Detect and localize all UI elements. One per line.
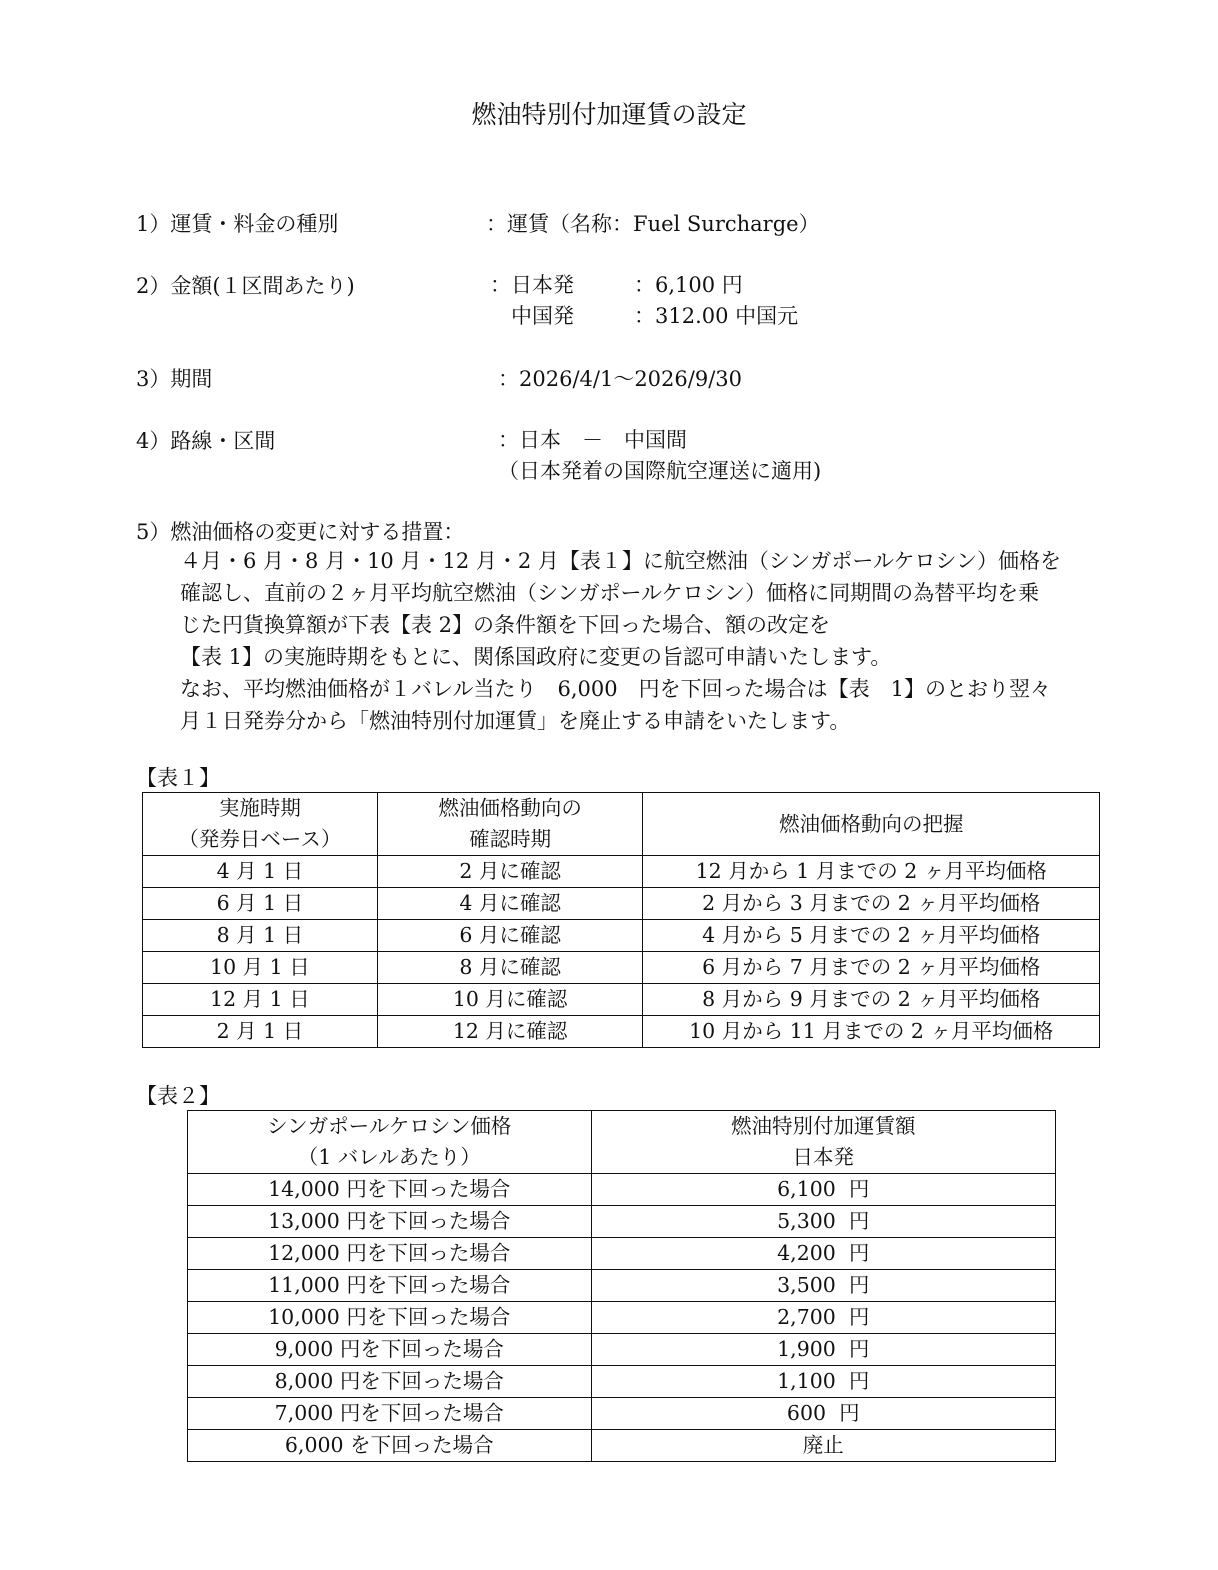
table1-header-cell (143, 793, 378, 856)
table-cell: 12 月に確認 (377, 1016, 643, 1048)
header-line: 燃油価格動向の (438, 796, 582, 820)
header-line: 確認時期 (469, 827, 552, 851)
table-cell: 6 月から 7 月までの 2 ヶ月平均価格 (643, 952, 1100, 984)
table-cell: 600 円 (591, 1398, 1055, 1430)
item-2-value (490, 270, 798, 332)
table-cell: 8,000 円を下回った場合 (188, 1366, 592, 1398)
measure-paragraph (180, 545, 1110, 737)
table-cell: 2 月に確認 (377, 856, 643, 888)
table-cell: 1,100 円 (591, 1366, 1055, 1398)
header-line: シンガポールケロシン価格 (267, 1114, 512, 1138)
table-cell: 12 月 1 日 (143, 984, 378, 1016)
table-cell: 8 月 1 日 (143, 920, 378, 952)
table-row (188, 1334, 1056, 1366)
table-row (143, 984, 1100, 1016)
amount-origin: ：日本発 (490, 273, 574, 297)
table-cell: 10 月に確認 (377, 984, 643, 1016)
table-cell: 1,900 円 (591, 1334, 1055, 1366)
table1-header-row (143, 793, 1100, 856)
table-cell: 3,500 円 (591, 1270, 1055, 1302)
table1-header-cell (377, 793, 643, 856)
measure-line: 【表 1】の実施時期をもとに、関係国政府に変更の旨認可申請いたします。 (180, 645, 892, 669)
table-row (188, 1206, 1056, 1238)
table-cell: 6 月に確認 (377, 920, 643, 952)
table-cell: 4 月から 5 月までの 2 ヶ月平均価格 (643, 920, 1100, 952)
amount-row-japan (490, 270, 798, 301)
item-3-value: ：2026/4/1～2026/9/30 (498, 367, 742, 391)
table-cell: 4 月に確認 (377, 888, 643, 920)
table-row (143, 920, 1100, 952)
table-row (188, 1366, 1056, 1398)
measure-line: 月１日発券分から「燃油特別付加運賃」を廃止する申請をいたします。 (180, 709, 851, 733)
amount-origin: 中国発 (490, 304, 574, 328)
table-row (143, 1016, 1100, 1048)
table-cell: 12 月から 1 月までの 2 ヶ月平均価格 (643, 856, 1100, 888)
table-cell: 10 月 1 日 (143, 952, 378, 984)
header-line: 日本発 (792, 1145, 854, 1169)
amount-value: ：312.00 中国元 (634, 304, 799, 328)
table-cell: 14,000 円を下回った場合 (188, 1174, 592, 1206)
item-2-label: 2）金額(１区間あたり) (136, 274, 355, 298)
table-cell: 10,000 円を下回った場合 (188, 1302, 592, 1334)
table-cell: 2 月 1 日 (143, 1016, 378, 1048)
table-cell: 13,000 円を下回った場合 (188, 1206, 592, 1238)
table-row (143, 888, 1100, 920)
route-value: ：日本 － 中国間 (498, 428, 687, 452)
table2-caption: 【表２】 (136, 1084, 220, 1108)
item-5-label: 5）燃油価格の変更に対する措置： (136, 520, 465, 544)
table-cell: 4,200 円 (591, 1238, 1055, 1270)
table-cell: 8 月に確認 (377, 952, 643, 984)
item-3-label: 3）期間 (136, 367, 213, 391)
table-row (188, 1302, 1056, 1334)
header-line: （1 バレルあたり） (297, 1145, 481, 1169)
table-cell: 9,000 円を下回った場合 (188, 1334, 592, 1366)
header-line: 実施時期 (218, 796, 301, 820)
measure-line: じた円貨換算額が下表【表 2】の条件額を下回った場合、額の改定を (180, 613, 831, 637)
table-cell: 6 月 1 日 (143, 888, 378, 920)
table-cell: 10 月から 11 月までの 2 ヶ月平均価格 (643, 1016, 1100, 1048)
table-cell: 11,000 円を下回った場合 (188, 1270, 592, 1302)
item-1-value: ：運賃（名称：Fuel Surcharge） (486, 212, 820, 236)
header-line: 燃油特別付加運賃額 (731, 1114, 916, 1138)
table-cell: 2 月から 3 月までの 2 ヶ月平均価格 (643, 888, 1100, 920)
table2 (187, 1110, 1056, 1462)
table-row (188, 1430, 1056, 1462)
table-cell: 廃止 (591, 1430, 1055, 1462)
table-row (143, 952, 1100, 984)
item-4-value (498, 425, 821, 487)
item-1-label: 1）運賃・料金の種別 (136, 212, 339, 236)
amount-value: ：6,100 円 (634, 273, 743, 297)
table1-header-cell (643, 793, 1100, 856)
table-cell: 4 月 1 日 (143, 856, 378, 888)
table-row (143, 856, 1100, 888)
table2-header-cell (591, 1111, 1055, 1174)
table1 (142, 792, 1100, 1048)
measure-line: ４月・6 月・8 月・10 月・12 月・2 月【表１】に航空燃油（シンガポールケロシン）価格を (180, 549, 1062, 573)
table-row (188, 1398, 1056, 1430)
header-line: 燃油価格動向の把握 (778, 811, 964, 836)
table-cell: 6,100 円 (591, 1174, 1055, 1206)
table2-header-cell (188, 1111, 592, 1174)
page-title: 燃油特別付加運賃の設定 (471, 100, 747, 129)
amount-row-china (490, 301, 798, 332)
table-cell: 8 月から 9 月までの 2 ヶ月平均価格 (643, 984, 1100, 1016)
measure-line: 確認し、直前の２ヶ月平均航空燃油（シンガポールケロシン）価格に同期間の為替平均を乗 (180, 581, 1040, 605)
table1-caption: 【表１】 (136, 766, 220, 790)
table-cell: 7,000 円を下回った場合 (188, 1398, 592, 1430)
table-cell: 5,300 円 (591, 1206, 1055, 1238)
header-line: （発券日ベース） (178, 827, 342, 851)
table-cell: 6,000 を下回った場合 (188, 1430, 592, 1462)
route-note: （日本発着の国際航空運送に適用) (498, 459, 822, 483)
table-row (188, 1270, 1056, 1302)
table-cell: 2,700 円 (591, 1302, 1055, 1334)
table-row (188, 1238, 1056, 1270)
measure-line: なお、平均燃油価格が１バレル当たり 6,000 円を下回った場合は【表 1】のとおり翌々 (180, 677, 1051, 701)
table-cell: 12,000 円を下回った場合 (188, 1238, 592, 1270)
table2-header-row (188, 1111, 1056, 1174)
table-row (188, 1174, 1056, 1206)
item-4-label: 4）路線・区間 (136, 429, 276, 453)
